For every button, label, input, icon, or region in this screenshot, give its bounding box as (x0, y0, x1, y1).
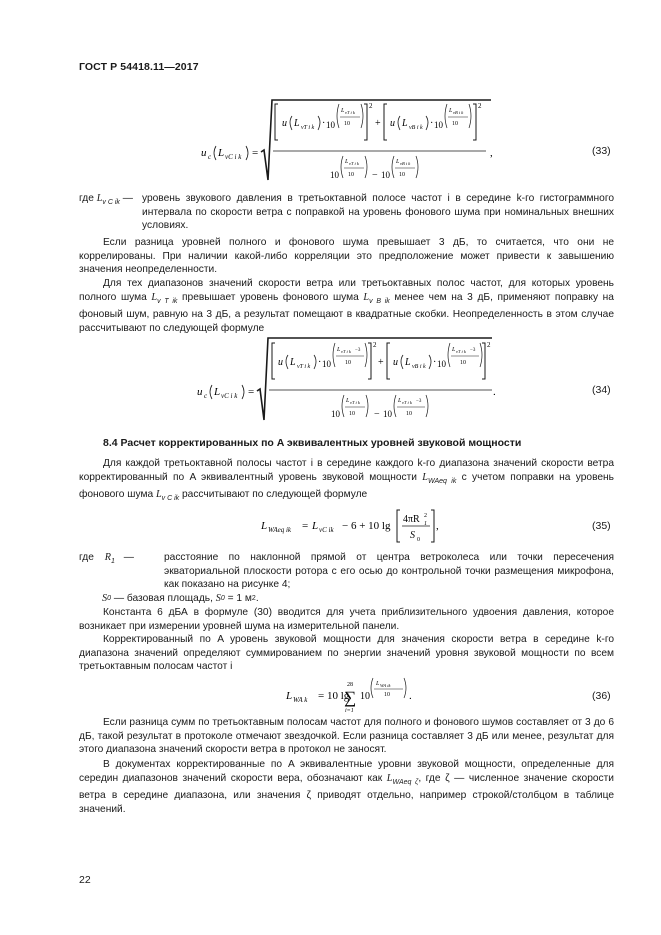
eq36-upper: 28 (347, 682, 353, 688)
section-heading-8-4: 8.4 Расчет корректированных по A эквивалентных уровней звуковой мощности (103, 437, 522, 449)
eq34-den-minus: − (374, 409, 380, 420)
eq35-num: 4πR (403, 514, 420, 525)
eq33-L1: L (294, 118, 300, 129)
eq33-den-exp1-open (341, 156, 343, 178)
eq33-exp2-L: L (449, 108, 453, 114)
def33-dash: — (122, 193, 133, 204)
para3-text-c: рассчитывают по следующей формуле (181, 489, 368, 501)
def33-symbol: L (96, 193, 103, 204)
para3-symbol-lwaeq: L (422, 471, 428, 483)
eq33-exp1-close (361, 104, 363, 128)
eq34-lhs-u: u (197, 386, 203, 398)
eq34-den-exp2-minus3: −3 (416, 399, 422, 404)
eq34-exp1-close (365, 343, 367, 367)
def35-r-symbol: R (104, 552, 111, 563)
eq34-bracket-open-2 (387, 343, 390, 379)
eq34-den-exp2-open (394, 395, 396, 417)
eq33-den-exp1-L: L (345, 159, 349, 165)
eq34-den-exp1-close (366, 395, 368, 417)
eq35-equals: = (302, 520, 309, 532)
def35-s-text: базовая площадь, (126, 592, 213, 604)
eq34-exp2-open (448, 343, 450, 367)
eq35-lhs-L: L (261, 520, 268, 532)
para2-symbol-background: L (363, 291, 370, 303)
eq34-dot2: · (433, 357, 437, 368)
def33-symbol-sub: v C ik (102, 199, 120, 206)
eq33-bracket-open-1 (275, 104, 278, 140)
def35-r1-row (79, 551, 614, 592)
eq34-rparen (242, 385, 244, 399)
eq35-den-sub: 0 (417, 537, 420, 543)
eq34-u2: u (393, 357, 398, 368)
eq33-exp2-open (445, 104, 447, 128)
eq34-exp1-open (333, 343, 335, 367)
eq34-lhs-sub: c (204, 392, 208, 400)
eq33-plus: + (375, 118, 381, 129)
eq35-bracket-close (431, 510, 434, 542)
para3-symbol-lvc-sub: v C ik (161, 495, 180, 503)
eq36-exp-sub: WA ik (380, 683, 391, 688)
eq34-bracket-close-2 (482, 343, 485, 379)
def35-s0-row (79, 592, 614, 606)
eq35-term-sub: vC ik (319, 526, 334, 534)
eq33-u2: u (390, 118, 395, 129)
eq33-den-ten1: 10 (330, 170, 339, 180)
eq34-u1: u (278, 357, 283, 368)
eq35-lhs-sub: WAeq ik (268, 526, 292, 534)
eq34-L2: L (405, 357, 411, 368)
def35-r-dash: — (123, 552, 134, 563)
definition-35 (79, 551, 614, 605)
eq34-den-ten2: 10 (383, 409, 392, 419)
eq33-den-exp2-den: 10 (399, 172, 405, 178)
eq33-exp1-den: 10 (344, 121, 350, 127)
def33-lead: где (79, 193, 94, 204)
eq33-den-exp2-open (392, 156, 394, 178)
eq35-num-sub: 1 (424, 521, 427, 527)
eq36-exp-L: L (376, 681, 380, 687)
paragraph-difference-sums: Если разница сумм по третьоктавным полосам частот для полного и фонового шумов составляет от 3 до 6 дБ, такой результат в протоколе отмечают звездочкой. Если разница составляет 3 дБ или менее, результат для этого диапазона значений скорости ветра в протокол не заносят. (79, 717, 614, 756)
para7-text-a: В документах корректированные по A эквивалентные уровни звуковой мощности, определенные для середин диапазонов значений скорости вера, обозначают как (79, 759, 614, 784)
para3-text-b: с учетом поправки на уровень фонового шума (79, 471, 614, 501)
eq33-lhs-L: L (218, 147, 225, 159)
page-number: 22 (79, 874, 91, 886)
eq34-sq1: 2 (373, 341, 377, 349)
def33-text: уровень звукового давления в третьоктавной полосе частот i в середине k-го гистограммного интервала по скорости ветра с поправкой на уровень фонового шума при номинальных внешних условиях. (142, 193, 614, 232)
eq33-exp2-sub: vB i k (453, 110, 464, 115)
eq36-equals-10lg: = 10 lg (318, 690, 350, 702)
eq33-p2-open (398, 116, 400, 130)
eq36-sum: ∑ (344, 688, 357, 707)
eq33-bracket-close-1 (364, 104, 367, 140)
def35-s-dash: — (113, 592, 125, 604)
eq34-lparen (210, 385, 212, 399)
equation-35-graphic (0, 507, 661, 547)
para3-text-a: Для каждой третьоктавной полосы частот i в середине каждого k-го диапазона значений скорости ветра корректированный по A эквивалентный уровень звуковой мощности (79, 458, 614, 483)
eq34-lhs-arg-sub: vC i k (221, 392, 238, 400)
eq34-L2-sub: vB i k (412, 364, 426, 370)
eq33-exp1-L: L (341, 108, 345, 114)
eq34-exp1-L: L (337, 347, 341, 353)
eq33-exp1-open (337, 104, 339, 128)
equation-33 (0, 96, 661, 186)
eq34-p1-open (286, 355, 288, 369)
eq33-dot2: · (430, 118, 434, 129)
def35-r-sub: 1 (110, 558, 115, 565)
eq34-dot1: · (318, 357, 322, 368)
eq34-den-exp1-L: L (346, 398, 350, 404)
equation-36-number: (36) (592, 690, 611, 702)
eq36-lower: i=1 (345, 708, 354, 714)
eq35-minus6: − 6 + 10 lg (342, 520, 391, 532)
def35-s-symbol: S (102, 592, 108, 604)
para2-text-a: Для тех диапазонов значений скорости ветра или третьоктавных полос частот, для которых уровень полного шума (79, 278, 614, 303)
eq34-bracket-open-1 (272, 343, 275, 379)
eq34-exp1-den: 10 (345, 360, 351, 366)
eq34-exp1-minus3: −3 (355, 348, 361, 353)
standard-header: ГОСТ Р 54418.11—2017 (79, 61, 199, 73)
eq33-den-exp2-L: L (396, 159, 400, 165)
para2-text-b: превышает уровень фонового шума (182, 291, 359, 303)
eq34-lhs-L: L (214, 386, 221, 398)
eq34-den-exp2-sub: vT i k (402, 400, 412, 405)
eq36-lhs-sub: WA k (293, 696, 308, 704)
eq33-lhs-arg-sub: vC i k (225, 153, 242, 161)
eq34-exp1-sub: vT i k (341, 349, 351, 354)
eq33-comma: , (490, 147, 493, 159)
eq33-bracket-close-2 (473, 104, 476, 140)
eq33-L1-sub: vT i k (301, 125, 315, 131)
eq33-p1-open (290, 116, 292, 130)
eq34-L1: L (290, 357, 296, 368)
para7-symbol-sub: WAeq ζ (392, 778, 419, 786)
eq33-lparen (214, 146, 216, 160)
eq34-den-exp2-den: 10 (406, 411, 412, 417)
equation-34-number: (34) (592, 384, 611, 396)
eq34-exp2-close (480, 343, 482, 367)
eq33-ten1: 10 (326, 120, 335, 130)
eq36-ten: 10 (360, 691, 370, 702)
eq35-num-sup: 2 (424, 513, 427, 519)
eq34-den-exp2-L: L (398, 398, 402, 404)
para2-symbol-total-sub: v T ik (157, 297, 178, 305)
eq35-term-L: L (312, 520, 319, 532)
eq34-den-exp1-den: 10 (349, 411, 355, 417)
para7-symbol: L (386, 772, 393, 784)
eq33-exp2-den: 10 (452, 121, 458, 127)
eq33-lhs-u: u (201, 147, 207, 159)
eq33-u1: u (282, 118, 287, 129)
eq34-exp2-sub: vT i k (456, 349, 466, 354)
eq35-comma: , (436, 520, 439, 532)
eq34-ten1: 10 (322, 359, 331, 369)
eq34-plus: + (378, 357, 384, 368)
eq34-den-exp1-sub: vT i k (350, 400, 360, 405)
def35-s-symbol-2: S (215, 592, 221, 604)
paragraph-summation: Корректированный по A уровень звуковой мощности для значения скорости ветра в середине k-го диапазона значений определяют суммированием по энергии значений уровня звуковой мощности по всем третьоктавным полосам частот i (79, 634, 614, 673)
equation-33-number: (33) (592, 145, 611, 157)
eq36-exp-close (404, 678, 406, 698)
paragraph-background-correction (79, 277, 614, 335)
eq35-bracket-open (397, 510, 400, 542)
def35-s-sub: 0 (107, 594, 111, 602)
eq33-ten2: 10 (434, 120, 443, 130)
def35-r-text: расстояние по наклонной прямой от центра ветроколеса или точки пересечения экваториальной плоскости ротора с его осью до контрольной точки размещения микрофона, как показано на рисунке 4; (164, 552, 614, 591)
eq36-lhs-L: L (286, 690, 293, 702)
eq33-p1-close (318, 116, 320, 130)
eq34-p2-open (401, 355, 403, 369)
eq34-den-exp2-close (426, 395, 428, 417)
para3-symbol-lwaeq-sub: WAeq ik (427, 477, 457, 485)
eq34-exp2-minus3: −3 (470, 348, 476, 353)
equation-33-graphic (0, 96, 661, 186)
paragraph-constant: Константа 6 дБА в формуле (30) вводится для учета приблизительного удвоения давления, которое возникает при измерении уровней шума на измерительной панели. (79, 607, 614, 632)
eq33-L2: L (402, 118, 408, 129)
eq33-den-exp1-den: 10 (348, 172, 354, 178)
eq34-exp2-den: 10 (460, 360, 466, 366)
eq33-den-ten2: 10 (381, 170, 390, 180)
eq33-equals: = (252, 147, 259, 159)
equation-36 (0, 676, 661, 716)
definition-33 (79, 192, 614, 233)
para2-text-c: менее чем на 3 дБ, применяют поправку на фоновый шум, равную на 3 дБ, а результат помещают в квадратные скобки. Неопределенность в этом случае рассчитывают по следующей формуле (79, 291, 614, 334)
equation-34 (0, 334, 661, 424)
eq33-exp2-close (469, 104, 471, 128)
eq34-p2-close (429, 355, 431, 369)
eq34-ten2: 10 (437, 359, 446, 369)
eq33-L2-sub: vB i k (409, 125, 423, 131)
eq34-p1-close (314, 355, 316, 369)
para3-symbol-lvc: L (155, 489, 162, 501)
eq36-dot: . (409, 690, 412, 702)
eq34-equals: = (248, 386, 255, 398)
eq35-den: S (410, 530, 415, 541)
eq33-sq2: 2 (478, 102, 482, 110)
eq33-rparen (246, 146, 248, 160)
eq34-sq2: 2 (487, 341, 491, 349)
eq33-sq1: 2 (369, 102, 373, 110)
eq34-exp2-L: L (452, 347, 456, 353)
para2-symbol-total: L (151, 291, 158, 303)
eq33-exp1-sub: vT i k (345, 110, 355, 115)
para7-text-b: , где ζ — численное значение скорости ветра в середине диапазона, или значения ζ приводят отдельно, например строкой/столбцом в таблице значений. (79, 772, 614, 815)
equation-35 (0, 507, 661, 547)
eq36-exp-den: 10 (384, 692, 390, 698)
equation-35-number: (35) (592, 520, 611, 532)
def35-lead: где (79, 552, 94, 563)
eq33-p2-close (426, 116, 428, 130)
eq33-dot1: · (322, 118, 326, 129)
eq36-exp-open (371, 678, 373, 698)
eq34-dot: . (493, 386, 496, 398)
eq33-den-exp2-sub: vB i k (400, 161, 411, 166)
eq34-den-exp1-open (342, 395, 344, 417)
paragraph-correlation: Если разница уровней полного и фонового шума превышает 3 дБ, то считается, что они не коррелированы. При наличии какой-либо корреляции это предположение может привести к завышению значения неопределенности. (79, 237, 614, 276)
eq34-L1-sub: vT i k (297, 364, 311, 370)
eq33-den-exp2-close (416, 156, 418, 178)
eq34-bracket-close-1 (368, 343, 371, 379)
eq33-den-exp1-sub: vT i k (349, 161, 359, 166)
def35-s-sup: 2 (251, 594, 256, 602)
para2-symbol-background-sub: v B ik (369, 297, 390, 305)
paragraph-band-levels (79, 457, 614, 506)
eq34-den-ten1: 10 (331, 409, 340, 419)
def35-s-value: = 1 м (227, 592, 252, 604)
eq33-den-minus: − (372, 170, 378, 181)
def35-s-end: . (255, 592, 259, 604)
eq33-lhs-sub: c (208, 153, 212, 161)
paragraph-documents (79, 758, 614, 816)
eq33-den-exp1-close (365, 156, 367, 178)
def35-s-sub-2: 0 (220, 594, 225, 602)
equation-34-graphic (0, 334, 661, 424)
eq33-bracket-open-2 (384, 104, 387, 140)
equation-36-graphic (0, 676, 661, 716)
